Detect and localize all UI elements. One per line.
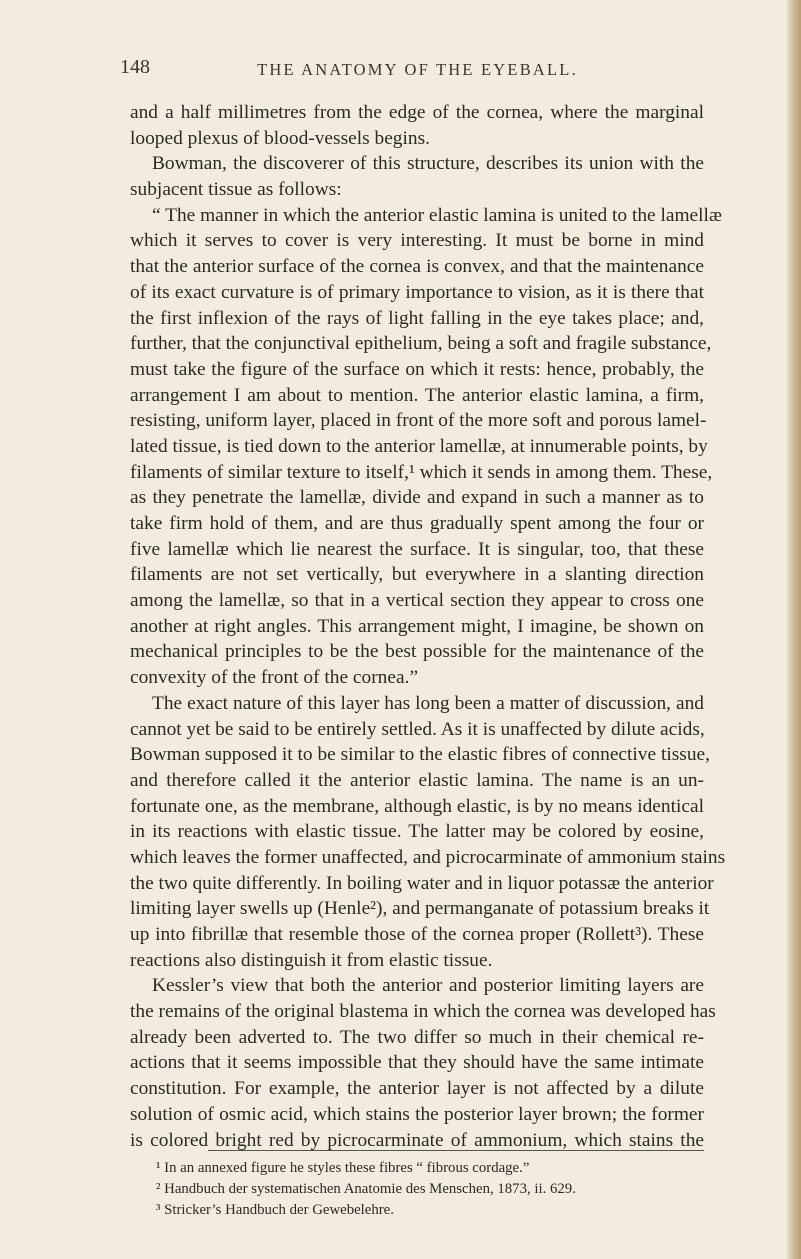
text-line: subjacent tissue as follows:: [130, 179, 342, 201]
text-line: reactions also distinguish it from elastic tissue.: [130, 949, 493, 971]
text-line: mechanical principles to be the best possible for the maintenance of the: [130, 641, 704, 663]
text-line: take firm hold of them, and are thus gradually spent among the four or: [130, 513, 704, 534]
text-line: resisting, uniform layer, placed in front of the more soft and porous lamel-: [130, 410, 707, 432]
page-number: 148: [120, 56, 150, 78]
body-text: [130, 100, 726, 1153]
text-line: actions that it seems impossible that they should have the same intimate: [130, 1052, 704, 1074]
text-line: The exact nature of this layer has long been a matter of discussion, and: [152, 692, 704, 714]
text-line: looped plexus of blood-vessels begins.: [130, 127, 430, 149]
text-line: “ The manner in which the anterior elastic lamina is united to the lamellæ: [152, 204, 722, 226]
text-line: which leaves the former unaffected, and picrocarminate of ammonium stains: [130, 846, 726, 868]
text-line: limiting layer swells up (Henle²), and permanganate of potassium breaks it: [130, 898, 710, 920]
page-header: [0, 56, 801, 82]
text-line: constitution. For example, the anterior layer is not affected by a dilute: [130, 1078, 704, 1100]
text-line: the remains of the original blastema in which the cornea was developed has: [130, 1001, 716, 1023]
page-edge: [787, 0, 801, 1259]
footnote-rule: [208, 1150, 704, 1151]
text-line: that the anterior surface of the cornea is convex, and that the maintenance: [130, 256, 704, 278]
footnote: ³ Stricker’s Handbuch der Gewebelehre.: [156, 1202, 394, 1218]
text-line: the first inflexion of the rays of light falling in the eye takes place; and,: [130, 307, 704, 329]
text-line: must take the figure of the surface on which it rests: hence, probably, the: [130, 358, 704, 380]
text-line: Bowman supposed it to be similar to the elastic fibres of connective tissue,: [130, 744, 710, 766]
text-line: lated tissue, is tied down to the anterior lamellæ, at innumerable points, by: [130, 435, 708, 457]
text-line: fortunate one, as the membrane, although elastic, is by no means identical: [130, 795, 704, 817]
text-line: solution of osmic acid, which stains the posterior layer brown; the former: [130, 1103, 704, 1125]
text-line: which it serves to cover is very interesting. It must be borne in mind: [130, 230, 704, 252]
footnote: ² Handbuch der systematischen Anatomie des Menschen, 1873, ii. 629.: [156, 1181, 576, 1197]
text-line: Bowman, the discoverer of this structure, describes its union with the: [152, 153, 704, 175]
text-line: and a half millimetres from the edge of the cornea, where the marginal: [130, 102, 704, 123]
text-line: filaments are not set vertically, but everywhere in a slanting direction: [130, 564, 704, 586]
text-line: the two quite differently. In boiling water and in liquor potassæ the anterior: [130, 872, 714, 894]
text-line: among the lamellæ, so that in a vertical section they appear to cross one: [130, 590, 704, 612]
text-line: further, that the conjunctival epithelium, being a soft and fragile substance,: [130, 333, 712, 355]
text-line: already been adverted to. The two differ so much in their chemical re-: [130, 1026, 704, 1048]
text-line: in its reactions with elastic tissue. The latter may be colored by eosine,: [130, 821, 704, 843]
text-line: up into fibrillæ that resemble those of the cornea proper (Rollett³). These: [130, 924, 704, 945]
text-line: arrangement I am about to mention. The anterior elastic lamina, a firm,: [130, 384, 704, 406]
text-line: of its exact curvature is of primary importance to vision, as it is there that: [130, 281, 704, 303]
text-line: filaments of similar texture to itself,¹ which it sends in among them. These,: [130, 461, 713, 483]
text-line: and therefore called it the anterior elastic lamina. The name is an un-: [130, 769, 704, 791]
text-line: convexity of the front of the cornea.”: [130, 667, 419, 689]
text-line: cannot yet be said to be entirely settled. As it is unaffected by dilute acids,: [130, 718, 705, 740]
text-line: five lamellæ which lie nearest the surface. It is singular, too, that these: [130, 538, 704, 560]
text-line: Kessler’s view that both the anterior and posterior limiting layers are: [152, 975, 704, 997]
text-line: another at right angles. This arrangement might, I imagine, be shown on: [130, 615, 704, 637]
running-title: THE ANATOMY OF THE EYEBALL.: [257, 60, 578, 79]
text-line: as they penetrate the lamellæ, divide and expand in such a manner as to: [130, 487, 704, 509]
footnotes: [130, 1158, 704, 1221]
footnote: ¹ In an annexed figure he styles these fibres “ fibrous cordage.”: [156, 1160, 530, 1176]
text-line: is colored bright red by picrocarminate of ammonium, which stains the: [130, 1129, 704, 1151]
